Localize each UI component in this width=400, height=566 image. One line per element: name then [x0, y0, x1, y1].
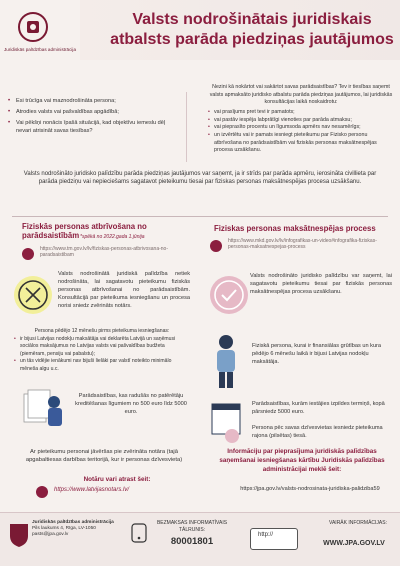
list-item: ir bijusi Latvijas nodokļu maksātāja vai deklarēta Latvijā un saņēmusi sociālos maksājumus no Latvijas valsts vai pašvaldības budžeta (piemēram, pensiju vai pabalstu); — [20, 336, 176, 357]
footer-address: Pils laukums 4, Rīga, LV-1050 — [32, 526, 96, 532]
website-link[interactable]: WWW.JPA.GOV.LV — [323, 540, 385, 547]
condition-2-text: Parādsaistības, kurām iestājies izpildes termiņš, kopā pārsniedz 5000 euro. — [252, 401, 385, 416]
checkmark-icon — [210, 276, 248, 314]
conditions-lead: Persona pēdējo 12 mēnešu pirms pieteikuma iesniegšanas: — [34, 328, 170, 334]
person-illustration-icon — [206, 330, 246, 390]
notary-link-label: Notāru vari atrast šeit: — [83, 476, 151, 483]
list-item: • un izvērtētu vai ir pamats iesniegt pieteikumu par Fizisko personu atbrīvošana no parādsaistībām vai fiziskās personas maksātnespējas procesa uzsākšanu. — [208, 132, 394, 155]
section-title-right: Fiziskas personas maksātnespējas process — [214, 224, 376, 233]
footer-contacts — [32, 520, 122, 539]
phone-icon — [128, 522, 150, 544]
mkd-link[interactable]: https://www.mkd.gov.lv/lv/infografikas-un-video#infografika-fiziskas-personas-maksatnespejas-process — [228, 238, 377, 250]
covered-text: Valsts nodrošināto juridisko palīdzību var saņemt, lai sagatavotu pieteikumu tiesai par fiziskās personas maksātnespējas procesa uzsākšanu. — [250, 273, 392, 296]
coat-of-arms-icon — [18, 12, 48, 42]
list-item: • vai pastāv iespēja labprātīgi vienoties par parāda atmaksu; — [208, 117, 394, 125]
cross-icon — [14, 276, 52, 314]
list-item: • Atrodies valsts vai pašvaldības apgādībā; — [8, 108, 173, 116]
web-label: VAIRĀK INFORMĀCIJAS: — [329, 520, 387, 526]
coat-of-arms-icon — [8, 522, 30, 548]
intro-questions — [8, 97, 173, 138]
conditions-list: • ir bijusi Latvijas nodokļu maksātāja vai deklarēta Latvijā un saņēmusi sociālos maksājumus no Latvijas valsts vai pašvaldības budžeta (piemēram, pensiju vai pabalstu); • un tās vidējie ienākumi nav bijuši lielāki par valstī noteikto minimālo mēneša algu u.c. — [14, 336, 176, 372]
notary-link[interactable]: https://www.latvijasnotars.lv/ — [54, 487, 130, 493]
info-link[interactable]: https://jpa.gov.lv/valsts-nodrosinata-juridiska-palidziba59 — [240, 486, 380, 492]
url-graphic: http:// — [258, 532, 274, 538]
calendar-illustration-icon — [208, 398, 246, 448]
list-item: • vai prasījums pret tevi ir pamatots; — [208, 109, 394, 117]
org-logo-text: Juridiskās palīdzības administrācija — [4, 47, 76, 52]
info-text: Informāciju par pieprasījuma juridiskās palīdzības saņemšanai iesniegšanas kārtību Juridiskās palīdzības administrācijai meklē šeit: — [219, 448, 385, 473]
condition-3-text: Persona pēc savas dzīvesvietas iesniedz pieteikuma rajona (pilsētas) tiesā. — [252, 425, 383, 440]
list-item: • Vai pēkšņi nonācis īpašā situācijā, kad objektīvu iemeslu dēļ nevari atrisināt savas tiesības? — [8, 119, 173, 135]
divider — [186, 92, 187, 162]
footer-email[interactable]: pasts@jpa.gov.lv — [32, 532, 69, 538]
intro-lead: Nezini kā nokārtot vai sakārtot savas parādsaistības? Tev ir tiesības saņemt valsts apmaksāto juridisko atbalstu parāda piedziņas jautājumos, lai juridiskās konsultācijas laikā noskaidrotu: — [209, 84, 393, 106]
phone-label: BEZMAKSAS INFORMATĪVAIS TĀLRUNIS: — [156, 520, 228, 533]
phone-number[interactable]: 80001801 — [170, 536, 214, 547]
intro-paragraph: Valsts nodrošināto juridisko palīdzību parāda piedziņas jautājumos var saņemt, ja ir strīds par parāda apmēru, ierosināta civillieta par parāda piedziņu vai nepieciešams sagatavot pieteikumu tiesai par fiziskas personas maksātnespējas procesa uzsākšanu. — [23, 171, 377, 186]
list-item: un tās vidējie ienākumi nav bijuši lielāki par valstī noteikto minimālo mēneša algu u.c. — [20, 358, 172, 372]
condition-1-text: Fiziskā persona, kurai ir finansiālas grūtības un kura pēdējo 6 mēnešu laikā ir bijusi Latvijas nodokļu maksātāja. — [252, 343, 382, 366]
link-icon — [210, 240, 222, 252]
section-title-left: Fiziskās personas atbrīvošana no parādsaistībām — [22, 222, 147, 240]
not-covered-text: Valsts nodrošinātā juridiskā palīdzība netiek nodrošināta, lai sagatavotu pieteikumu fiziskās personas atbrīvošanai no parādsaistībām. Konsultācijā par pieteikuma iesniegšanu un procesa norisi sniedz zvērināts notārs. — [58, 271, 190, 310]
page-title: Valsts nodrošinātais juridiskais atbalsts parāda piedziņas jautājumos — [110, 11, 394, 48]
divider — [12, 216, 388, 217]
link-icon — [36, 486, 48, 498]
documents-illustration-icon — [18, 382, 68, 430]
link-icon — [22, 248, 34, 260]
intro-rights — [208, 84, 394, 155]
effective-date-note: *spēkā no 2022.gada 1.jūnija — [80, 234, 145, 240]
debts-text: Parādsaistības, kas radušās no patērētāju kreditēšanas līgumiem no 500 euro līdz 5000 euro. — [75, 393, 187, 416]
footer-org: Juridiskās palīdzības administrācija — [32, 520, 114, 525]
notary-text: Ar pieteikumu personai jāvēršas pie zvērināta notāra (tajā apgabaltiesas darbības teritorijā, kur ir personas dzīvesvieta) — [25, 449, 183, 464]
list-item: • Esi trūcīga vai maznodrošināta persona; — [8, 97, 173, 105]
tm-link[interactable]: https://www.tm.gov.lv/lv/fiziskas-personas-atbrivosana-no-paradsaistibam — [40, 246, 169, 258]
list-item: • vai pieprasīto procentu un līgumsoda apmērs nav nesamērīgs; — [208, 124, 394, 132]
